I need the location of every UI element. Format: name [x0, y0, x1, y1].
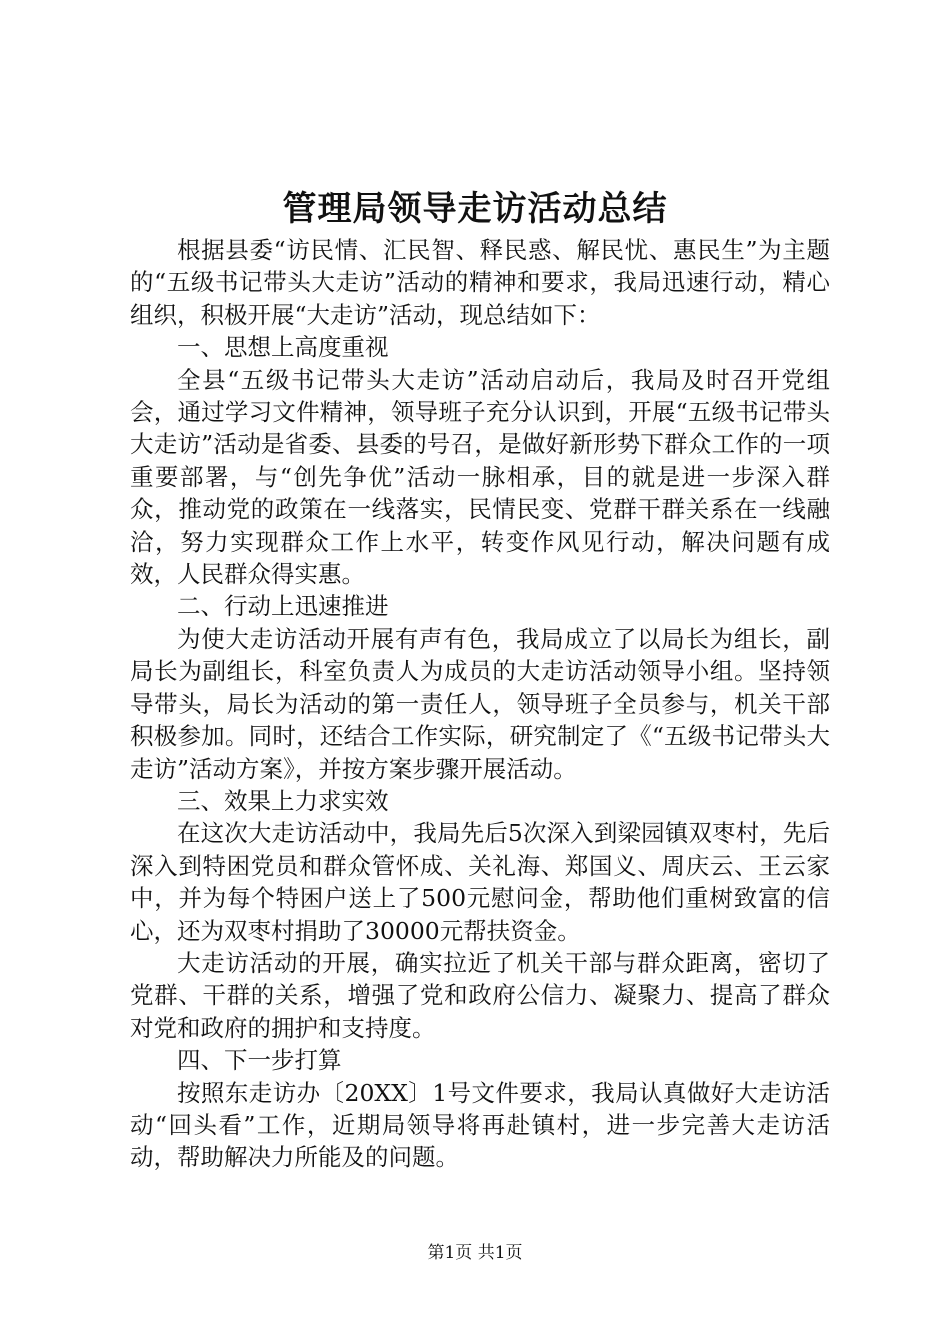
- document-title: 管理局领导走访活动总结: [282, 189, 668, 229]
- document-body: [130, 234, 830, 1174]
- section-3-paragraph-1: 在这次大走访活动中，我局先后5次深入到梁园镇双枣村，先后深入到特困党员和群众管怀成、关礼海、郑国义、周庆云、王云家中，并为每个特困户送上了500元慰问金，帮助他们重树致富的信心，还为双枣村捐助了30000元帮扶资金。: [130, 819, 830, 945]
- section-heading-3: 三、效果上力求实效: [177, 786, 389, 815]
- section-3-paragraph-2: 大走访活动的开展，确实拉近了机关干部与群众距离，密切了党群、干群的关系，增强了党和政府公信力、凝聚力、提高了群众对党和政府的拥护和支持度。: [130, 948, 830, 1042]
- page-footer: 第1页 共1页: [427, 1243, 523, 1263]
- section-4-paragraph-1: 按照东走访办〔20XX〕1号文件要求，我局认真做好大走访活动“回头看”工作，近期局领导将再赴镇村，进一步完善大走访活动，帮助解决力所能及的问题。: [130, 1078, 830, 1172]
- section-2-paragraph-1: 为使大走访活动开展有声有色，我局成立了以局长为组长，副局长为副组长，科室负责人为成员的大走访活动领导小组。坚持领导带头，局长为活动的第一责任人，领导班子全员参与，机关干部积极参加。同时，还结合工作实际，研究制定了《“五级书记带头大走访”活动方案》，并按方案步骤开展活动。: [130, 624, 830, 783]
- section-heading-1: 一、思想上高度重视: [177, 333, 389, 362]
- intro-paragraph: 根据县委“访民情、汇民智、释民惑、解民忧、惠民生”为主题的“五级书记带头大走访”活动的精神和要求，我局迅速行动，精心组织，积极开展“大走访”活动，现总结如下：: [130, 236, 830, 329]
- section-heading-4: 四、下一步打算: [177, 1046, 342, 1075]
- section-1-paragraph-1: 全县“五级书记带头大走访”活动启动后，我局及时召开党组会，通过学习文件精神，领导班子充分认识到，开展“五级书记带头大走访”活动是省委、县委的号召，是做好新形势下群众工作的一项重要部署，与“创先争优”活动一脉相承，目的就是进一步深入群众，推动党的政策在一线落实，民情民变、党群干群关系在一线融洽，努力实现群众工作上水平，转变作风见行动，解决问题有成效，人民群众得实惠。: [130, 365, 830, 589]
- section-heading-2: 二、行动上迅速推进: [177, 592, 389, 621]
